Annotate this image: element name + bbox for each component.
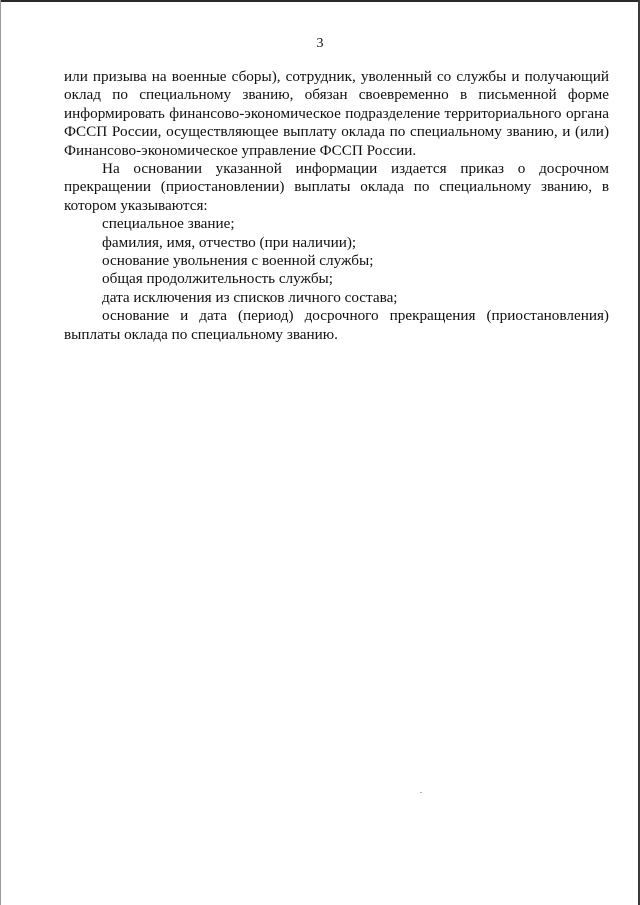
list-item-dismissal-basis: основание увольнения с военной службы; <box>102 252 374 270</box>
scan-speck <box>420 792 422 793</box>
list-item-service-length: общая продолжительность службы; <box>102 270 333 288</box>
list-item-rank: специальное звание; <box>102 215 235 233</box>
page-number: 3 <box>316 36 324 51</box>
page-border-top <box>0 0 640 2</box>
list-item-termination-basis: основание и дата (период) досрочного прекращения (приостановления) выплаты оклада по специальному званию. <box>64 307 609 343</box>
list-item-full-name: фамилия, имя, отчество (при наличии); <box>102 233 357 251</box>
list-item-exclusion-date: дата исключения из списков личного состава; <box>102 288 398 306</box>
page-border-left <box>0 0 1 905</box>
paragraph-order-info: На основании указанной информации издается приказ о досрочном прекращении (приостановлении) выплаты оклада по специальному званию, в котором указываются: <box>64 160 609 214</box>
document-body <box>64 68 609 344</box>
paragraph-continuation: или призыва на военные сборы), сотрудник, уволенный со службы и получающий оклад по специальному званию, обязан своевременно в письменной форме информировать финансово-экономическое подразделение территориального органа ФССП России, осуществляющее выплату оклада по специальному званию, и (или) Финансово-экономическое управление ФССП России. <box>64 68 609 159</box>
